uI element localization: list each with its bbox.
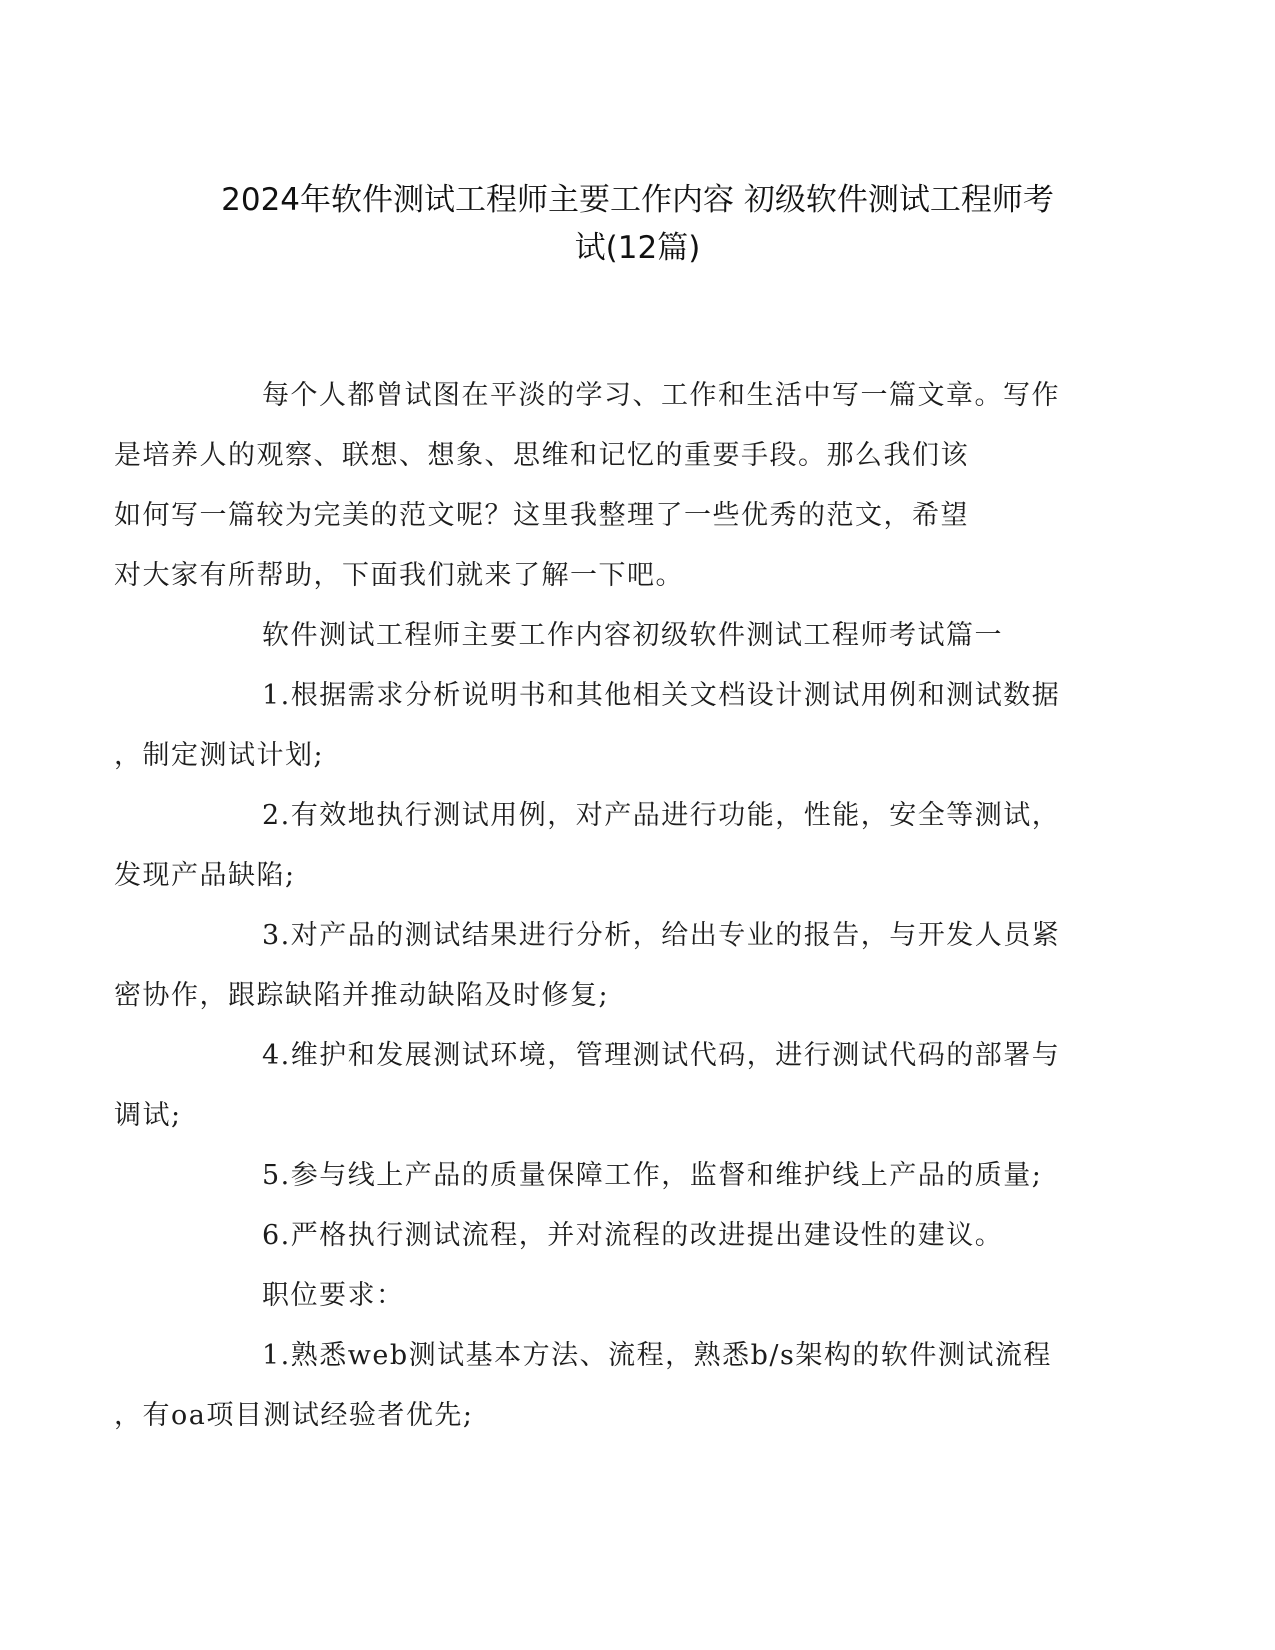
requirements-heading <box>188 1266 1068 1326</box>
paragraph-line: 软件测试工程师主要工作内容初级软件测试工程师考试篇一 <box>262 620 1003 651</box>
paragraph-line: 如何写一篇较为完美的范文呢？这里我整理了一些优秀的范文，希望 <box>114 500 969 531</box>
duty-item-3 <box>114 906 1068 1026</box>
title-line-1: 2024年软件测试工程师主要工作内容 初级软件测试工程师考 <box>221 182 1054 218</box>
paragraph-line: 6.严格执行测试流程，并对流程的改进提出建设性的建议。 <box>262 1220 1004 1251</box>
document-title <box>150 176 1125 272</box>
paragraph-line: 对大家有所帮助，下面我们就来了解一下吧。 <box>114 560 684 591</box>
intro-paragraph <box>114 366 1068 606</box>
paragraph-line: 4.维护和发展测试环境，管理测试代码，进行测试代码的部署与 <box>262 1040 1061 1071</box>
paragraph-line: 每个人都曾试图在平淡的学习、工作和生活中写一篇文章。写作 <box>262 380 1060 411</box>
duty-item-6 <box>188 1206 1068 1266</box>
duty-item-4 <box>114 1026 1068 1146</box>
paragraph-line: 发现产品缺陷; <box>114 860 296 891</box>
duty-item-1 <box>114 666 1068 786</box>
paragraph-line: 5.参与线上产品的质量保障工作，监督和维护线上产品的质量; <box>262 1160 1043 1191</box>
paragraph-line: 调试; <box>114 1100 182 1131</box>
paragraph-line: 3.对产品的测试结果进行分析，给出专业的报告，与开发人员紧 <box>262 920 1061 951</box>
paragraph-line: 是培养人的观察、联想、想象、思维和记忆的重要手段。那么我们该 <box>114 440 969 471</box>
paragraph-line: 1.熟悉web测试基本方法、流程，熟悉b/s架构的软件测试流程 <box>262 1340 1052 1371</box>
paragraph-line: 1.根据需求分析说明书和其他相关文档设计测试用例和测试数据 <box>262 680 1061 711</box>
requirement-item-1 <box>114 1326 1068 1446</box>
paragraph-line: ，有oa项目测试经验者优先; <box>114 1400 474 1431</box>
duty-item-2 <box>114 786 1068 906</box>
paragraph-line: ，制定测试计划; <box>114 740 325 771</box>
duty-item-5 <box>188 1146 1068 1206</box>
title-line-2: 试(12篇) <box>574 230 701 266</box>
paragraph-line: 密协作，跟踪缺陷并推动缺陷及时修复; <box>114 980 610 1011</box>
section-heading <box>188 606 1068 666</box>
document-body <box>114 366 1068 1446</box>
paragraph-line: 职位要求： <box>262 1280 405 1311</box>
paragraph-line: 2.有效地执行测试用例，对产品进行功能，性能，安全等测试， <box>262 800 1061 831</box>
